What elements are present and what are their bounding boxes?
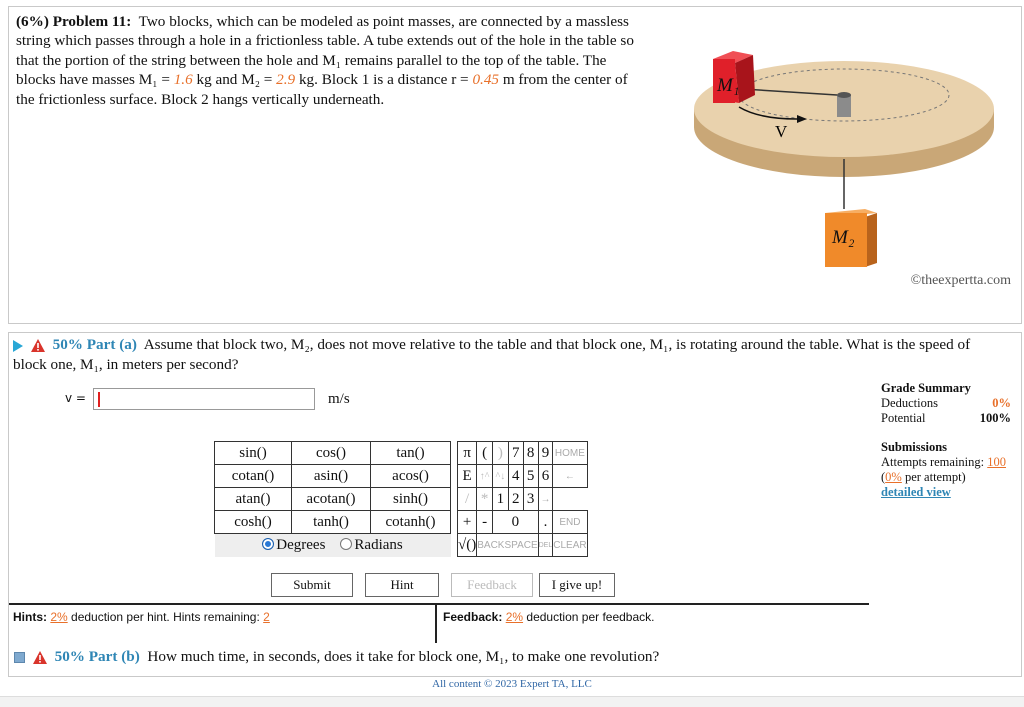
- attempts-row: [881, 455, 1011, 470]
- detailed-view-link[interactable]: detailed view: [881, 485, 951, 499]
- per-attempt-open: (: [881, 470, 886, 484]
- part-a-title: 50% Part (a): [52, 336, 137, 353]
- minus-key[interactable]: -: [477, 511, 493, 534]
- sin-key[interactable]: sin(): [215, 442, 292, 465]
- deductions-row: [881, 396, 1011, 411]
- deductions-label: Deductions: [881, 396, 938, 410]
- variable-label: v =: [65, 391, 86, 405]
- hints-text: deduction per hint. Hints remaining:: [71, 610, 260, 624]
- decimal-key[interactable]: .: [538, 511, 553, 534]
- divide-key[interactable]: /: [458, 488, 477, 511]
- backspace-key[interactable]: BACKSPACE: [477, 534, 538, 557]
- feedback-pct: 2%: [505, 610, 524, 624]
- home-key[interactable]: HOME: [553, 442, 587, 465]
- delete-key[interactable]: DEL: [538, 534, 553, 557]
- hints-remaining: 2: [263, 610, 270, 624]
- superscript-key[interactable]: ↑^: [477, 465, 493, 488]
- hints-pct: 2%: [50, 610, 68, 624]
- part-b-header[interactable]: [8, 646, 1022, 670]
- feedback-text: deduction per feedback.: [526, 610, 655, 624]
- lparen-key[interactable]: (: [477, 442, 493, 465]
- key-9[interactable]: 9: [538, 442, 553, 465]
- center-tube-top: [837, 92, 851, 98]
- cos-key[interactable]: cos(): [292, 442, 371, 465]
- key-0[interactable]: 0: [493, 511, 539, 534]
- subscript-key[interactable]: ^↓: [493, 465, 509, 488]
- part-b-question: How much time, in seconds, does it take for block one, M₁, to make one revolution?: [147, 648, 660, 665]
- grade-summary-title: Grade Summary: [881, 381, 971, 395]
- calculator-keypad: [214, 441, 587, 557]
- tan-key[interactable]: tan(): [371, 442, 451, 465]
- feedback-label: Feedback:: [443, 610, 503, 624]
- problem-line4b: kg and M₂ =: [192, 71, 277, 89]
- mass2-value: 2.9: [276, 71, 296, 89]
- radius-value: 0.45: [472, 71, 500, 89]
- warning-icon: [31, 339, 45, 352]
- grade-summary: [881, 381, 1011, 500]
- problem-panel: [8, 6, 1022, 324]
- per-attempt-pct: 0%: [885, 470, 902, 484]
- feedback-button[interactable]: Feedback: [451, 573, 533, 597]
- degrees-radio[interactable]: [262, 538, 274, 550]
- part-a-question-2: block one, M₁, in meters per second?: [13, 356, 239, 373]
- copyright: ©theexpertta.com: [910, 273, 1011, 288]
- mass1-value: 1.6: [173, 71, 193, 89]
- sinh-key[interactable]: sinh(): [371, 488, 451, 511]
- potential-label: Potential: [881, 411, 926, 425]
- expand-arrow-icon[interactable]: [13, 340, 23, 352]
- hints-separator: [435, 605, 437, 643]
- cotanh-key[interactable]: cotanh(): [371, 511, 451, 534]
- hint-button[interactable]: Hint: [365, 573, 439, 597]
- clear-key[interactable]: CLEAR: [553, 534, 587, 557]
- problem-line4c: kg. Block 1 is a distance r =: [295, 71, 473, 89]
- acotan-key[interactable]: acotan(): [292, 488, 371, 511]
- key-1[interactable]: 1: [493, 488, 509, 511]
- cosh-key[interactable]: cosh(): [215, 511, 292, 534]
- submissions-title: Submissions: [881, 440, 948, 454]
- attempts-value: 100: [987, 455, 1006, 469]
- left-arrow-key[interactable]: ←: [553, 465, 587, 488]
- acos-key[interactable]: acos(): [371, 465, 451, 488]
- problem-line2: string which passes through a hole in a frictionless table. A tube extends out of the hole in the table so: [16, 32, 634, 50]
- number-keys: [457, 441, 588, 557]
- problem-label: (6%) Problem 11:: [16, 13, 132, 30]
- problem-figure: [679, 37, 1024, 307]
- footer-copyright: All content © 2023 Expert TA, LLC: [432, 678, 592, 690]
- answer-input[interactable]: [93, 388, 315, 410]
- hints-feedback-bar: [9, 603, 869, 643]
- end-key[interactable]: END: [553, 511, 587, 534]
- feedback-info: [443, 610, 654, 624]
- key-6[interactable]: 6: [538, 465, 553, 488]
- right-arrow-key[interactable]: →: [538, 488, 553, 511]
- attempts-label: Attempts remaining:: [881, 455, 985, 469]
- block1-label: M₁: [717, 75, 740, 96]
- part-b-title: 50% Part (b): [54, 648, 140, 665]
- asin-key[interactable]: asin(): [292, 465, 371, 488]
- key-4[interactable]: 4: [508, 465, 523, 488]
- atan-key[interactable]: atan(): [215, 488, 292, 511]
- cotan-key[interactable]: cotan(): [215, 465, 292, 488]
- per-attempt-row: [881, 470, 1011, 485]
- problem-line1: Two blocks, which can be modeled as point masses, are connected by a massless: [138, 13, 629, 30]
- part-a-question-1: Assume that block two, M₂, does not move relative to the table and that block one, M₁, is rotating around the table. What is the speed of: [143, 336, 971, 353]
- give-up-button[interactable]: I give up!: [539, 573, 615, 597]
- hints-info: [13, 610, 270, 624]
- tanh-key[interactable]: tanh(): [292, 511, 371, 534]
- problem-text: [16, 12, 656, 109]
- warning-icon: [33, 651, 47, 664]
- e-key[interactable]: E: [458, 465, 477, 488]
- text-caret: [98, 392, 100, 407]
- block2-label: M₂: [832, 227, 855, 248]
- pi-key[interactable]: π: [458, 442, 477, 465]
- plus-key[interactable]: +: [458, 511, 477, 534]
- per-attempt-text: per attempt): [904, 470, 966, 484]
- radians-radio[interactable]: [340, 538, 352, 550]
- center-tube: [837, 95, 851, 117]
- bottom-scroll-bar: [0, 696, 1024, 707]
- degrees-label: Degrees: [276, 536, 326, 553]
- key-8[interactable]: 8: [523, 442, 538, 465]
- problem-line5: the frictionless surface. Block 2 hangs vertically underneath.: [16, 90, 385, 108]
- potential-value: 100%: [979, 411, 1011, 425]
- hints-label: Hints:: [13, 610, 47, 624]
- key-7[interactable]: 7: [508, 442, 523, 465]
- key-2[interactable]: 2: [508, 488, 523, 511]
- deductions-value: 0%: [992, 396, 1011, 410]
- answer-unit: m/s: [328, 391, 350, 407]
- multiply-key[interactable]: *: [477, 488, 493, 511]
- collapsed-part-icon[interactable]: [14, 652, 25, 663]
- part-a-panel: [8, 332, 1022, 677]
- potential-row: [881, 411, 1011, 426]
- sqrt-key[interactable]: √(): [458, 534, 477, 557]
- problem-line4a: blocks have masses M₁ =: [16, 71, 174, 89]
- submit-button[interactable]: Submit: [271, 573, 353, 597]
- velocity-label: V: [775, 122, 788, 141]
- rparen-key[interactable]: ): [493, 442, 509, 465]
- problem-line4d: m from the center of: [499, 71, 628, 89]
- radians-label: Radians: [354, 536, 403, 553]
- part-a-header: [13, 335, 1003, 375]
- key-5[interactable]: 5: [523, 465, 538, 488]
- key-3[interactable]: 3: [523, 488, 538, 511]
- problem-line3: that the portion of the string between the hole and M₁ remains parallel to the top of the table. The: [16, 51, 607, 69]
- function-keys: [214, 441, 451, 557]
- angle-mode-row: [215, 534, 451, 557]
